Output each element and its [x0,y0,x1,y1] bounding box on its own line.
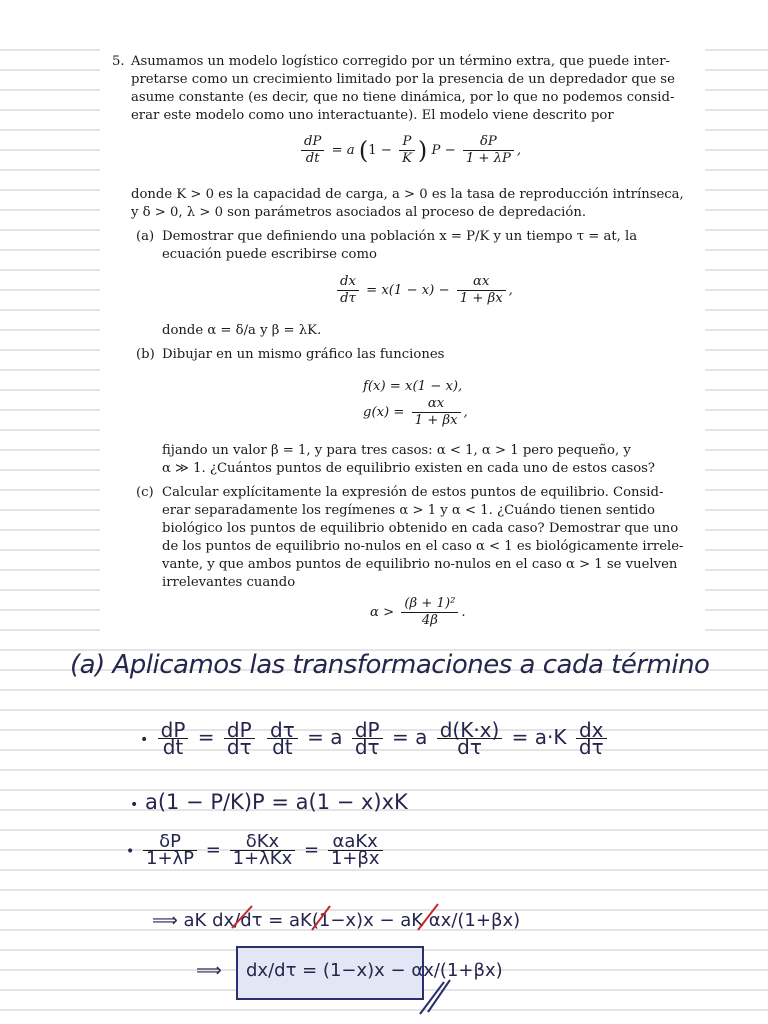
part-c-line-1: Calcular explícitamente la expresión de estos puntos de equilibrio. Consid- [162,485,664,500]
result-equation: dx/dτ = (1−x)x − αx/(1+βx) [246,960,503,981]
handwritten-step-1: • $\frac{dP}{dt}$ = $\frac{dP}{d\tau}$ $\frac{d\tau}{dt}$ = a $\frac{dP}{d\tau}$ = a $\frac{d(K\cdot x)}{d\tau}$ = a·K $\frac{dx}{d\tau}$ [140,722,610,755]
part-b-after-2: α ≫ 1. ¿Cuántos puntos de equilibrio existen en cada uno de estos casos? [162,461,655,476]
f-equation: f(x) = x(1 − x), [363,379,463,394]
handwritten-heading: (a) Aplicamos las transformaciones a cada término [70,650,710,680]
part-c-line-3: biológico los puntos de equilibrio obtenido en cada caso? Demostrar que uno [162,521,679,536]
part-c-line-4: de los puntos de equilibrio no-nulos en el caso α < 1 es biológicamente irrele- [162,539,684,554]
strike-mark-3 [418,904,438,930]
intro-line-4: erar este modelo como uno interactuante). El modelo viene descrito por [131,108,614,123]
result-arrow-icon: ⟹ [196,960,222,981]
part-a-label: (a) [136,229,155,244]
intro-line-2: pretarse como un crecimiento limitado por la presencia de un depredador que se [131,72,675,87]
handwritten-step-3: • $\frac{\delta P}{1+\lambda P}$ = $\frac{\text{δKx}}{\text{1+λKx}}$ = $\frac{\text{αaKx}}{1+\beta x}$ [126,834,386,867]
check-mark-icon [420,980,450,1014]
part-a-line-1: Demostrar que definiendo una población x = P/K y un tiempo τ = at, la [162,229,638,244]
strike-mark-1 [232,906,252,928]
part-b-label: (b) [136,347,155,362]
handwritten-step-2: • a(1 − P/K)P = a(1 − x)xK [130,790,408,814]
g-equation: g(x) = $\frac{\alpha x}{1 + \beta x}$ , [363,396,468,428]
part-b-after-1: fijando un valor β = 1, y para tres casos: α < 1, α > 1 pero pequeño, y [162,443,631,458]
part-c-line-6: irrelevantes cuando [162,575,296,590]
intro-line-1: Asumamos un modelo logístico corregido por un término extra, que puede inter- [131,54,670,69]
main-equation: $\frac{dP}{dt}$ = a (1 − $\frac{P}{K}$ ) P − $\frac{\delta P}{1 + \lambda P}$ , [298,134,521,167]
part-c-label: (c) [136,485,154,500]
part-a-line-2: ecuación puede escribirse como [162,247,377,262]
params-line-2: y δ > 0, λ > 0 son parámetros asociados al proceso de depredación. [131,205,587,220]
part-c-line-5: vante, y que ambos puntos de equilibrio no-nulos en el caso α > 1 se vuelven [162,557,678,572]
part-a-equation: $\frac{dx}{d\tau}$ = x(1 − x) − $\frac{\alpha x}{1 + \beta x}$ , [334,274,513,307]
problem-number: 5. [112,54,125,69]
part-c-line-2: erar separadamente los regímenes α > 1 y α < 1. ¿Cuándo tienen sentido [162,503,655,518]
part-b-line: Dibujar en un mismo gráfico las funciones [162,347,445,362]
strike-mark-2 [312,906,330,930]
part-c-equation: α > $\frac{\text{(β + 1)²}}{4\beta}$ . [370,596,466,628]
handwritten-step-4: ⟹ aK dx/dτ = aK(1−x)x − aK αx/(1+βx) [152,910,521,931]
part-a-after: donde α = δ/a y β = λK. [162,323,322,338]
intro-line-3: asume constante (es decir, que no tiene dinámica, por lo que no podemos consid- [131,90,675,105]
params-line-1: donde K > 0 es la capacidad de carga, a > 0 es la tasa de reproducción intrínseca, [131,187,684,202]
